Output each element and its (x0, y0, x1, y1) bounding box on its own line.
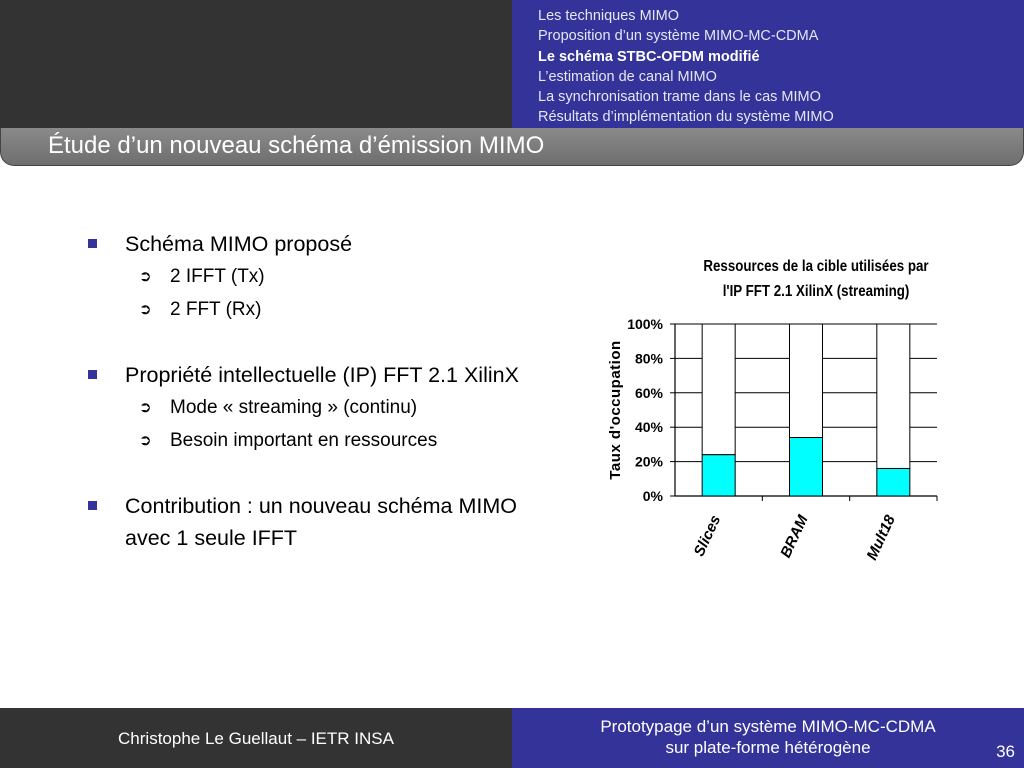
bullet-item (84, 359, 554, 391)
footer-title (532, 716, 1004, 758)
x-category-label: BRAM (777, 512, 812, 561)
footer-title-line-1: Prototypage d’un système MIMO-MC-CDMA (600, 717, 936, 736)
bullet-item (84, 490, 554, 554)
square-bullet-icon (88, 370, 97, 379)
subnav-item-stbc-ofdm-current[interactable]: Le schéma STBC-OFDM modifié (538, 48, 760, 65)
sub-bullet-text: 2 FFT (Rx) (170, 299, 262, 320)
header-left-panel (0, 0, 512, 128)
arrow-bullet-icon: ➲ (139, 432, 152, 449)
subnav-item-frame-sync[interactable]: La synchronisation trame dans le cas MIMO (538, 89, 821, 106)
chart-title-line-2: l'IP FFT 2.1 XilinX (streaming) (722, 283, 910, 300)
footer-left-panel (0, 708, 512, 768)
y-tick-label: 80% (634, 350, 663, 367)
bar-used-mult18 (877, 468, 910, 496)
bullet-text: Schéma MIMO proposé (125, 232, 353, 256)
arrow-bullet-icon: ➲ (139, 301, 152, 318)
square-bullet-icon (88, 239, 97, 248)
arrow-bullet-icon: ➲ (139, 268, 152, 285)
sub-bullet-item (84, 424, 554, 457)
arrow-bullet-icon: ➲ (139, 399, 152, 416)
footer-right-panel (512, 708, 1024, 768)
bullet-list (84, 228, 554, 554)
chart-title (678, 254, 953, 304)
y-axis-title: Taux d'occupation (607, 340, 624, 480)
subnav-item-mimo-mc-cdma-proposal[interactable]: Proposition d’un système MIMO-MC-CDMA (538, 28, 819, 45)
resource-usage-chart (598, 312, 958, 592)
y-tick-label: 40% (634, 419, 663, 436)
y-tick-label: 20% (634, 453, 663, 470)
bar-used-bram (790, 438, 823, 496)
y-tick-label: 100% (627, 316, 663, 332)
sub-bullet-text: 2 IFFT (Tx) (170, 266, 265, 287)
chart-title-line-1: Ressources de la cible utilisées par (703, 258, 929, 275)
sub-bullet-text: Besoin important en ressources (170, 430, 438, 451)
page-number: 36 (996, 742, 1015, 761)
slide-title: Étude d’un nouveau schéma d’émission MIMO (48, 132, 545, 159)
bar-remaining-bram (790, 324, 823, 438)
bar-remaining-slices (702, 324, 735, 455)
bar-remaining-mult18 (877, 324, 910, 468)
x-category-label: Slices (690, 512, 725, 560)
subnav-item-channel-estimation[interactable]: L’estimation de canal MIMO (538, 68, 717, 85)
sub-bullet-item (84, 260, 554, 293)
bullet-text: Propriété intellectuelle (IP) FFT 2.1 XilinX (125, 363, 519, 387)
y-tick-label: 0% (642, 488, 663, 504)
footer-author: Christophe Le Guellaut – IETR INSA (118, 729, 394, 748)
sub-bullet-item (84, 293, 554, 326)
x-category-label: Mult18 (863, 512, 899, 563)
subsection-nav (538, 6, 834, 128)
subnav-item-implementation-results[interactable]: Résultats d’implémentation du système MIMO (538, 109, 834, 126)
sub-bullet-text: Mode « streaming » (continu) (170, 397, 418, 418)
bullet-text: Contribution : un nouveau schéma MIMO avec 1 seule IFFT (125, 494, 517, 550)
subnav-item-mimo-techniques[interactable]: Les techniques MIMO (538, 8, 680, 24)
square-bullet-icon (88, 501, 97, 510)
bar-used-slices (702, 455, 735, 496)
footer-title-line-2: sur plate-forme hétérogène (665, 738, 871, 757)
sub-bullet-item (84, 391, 554, 424)
y-tick-label: 60% (634, 384, 663, 401)
slide-title-bar (0, 128, 1024, 166)
bullet-item (84, 228, 554, 260)
